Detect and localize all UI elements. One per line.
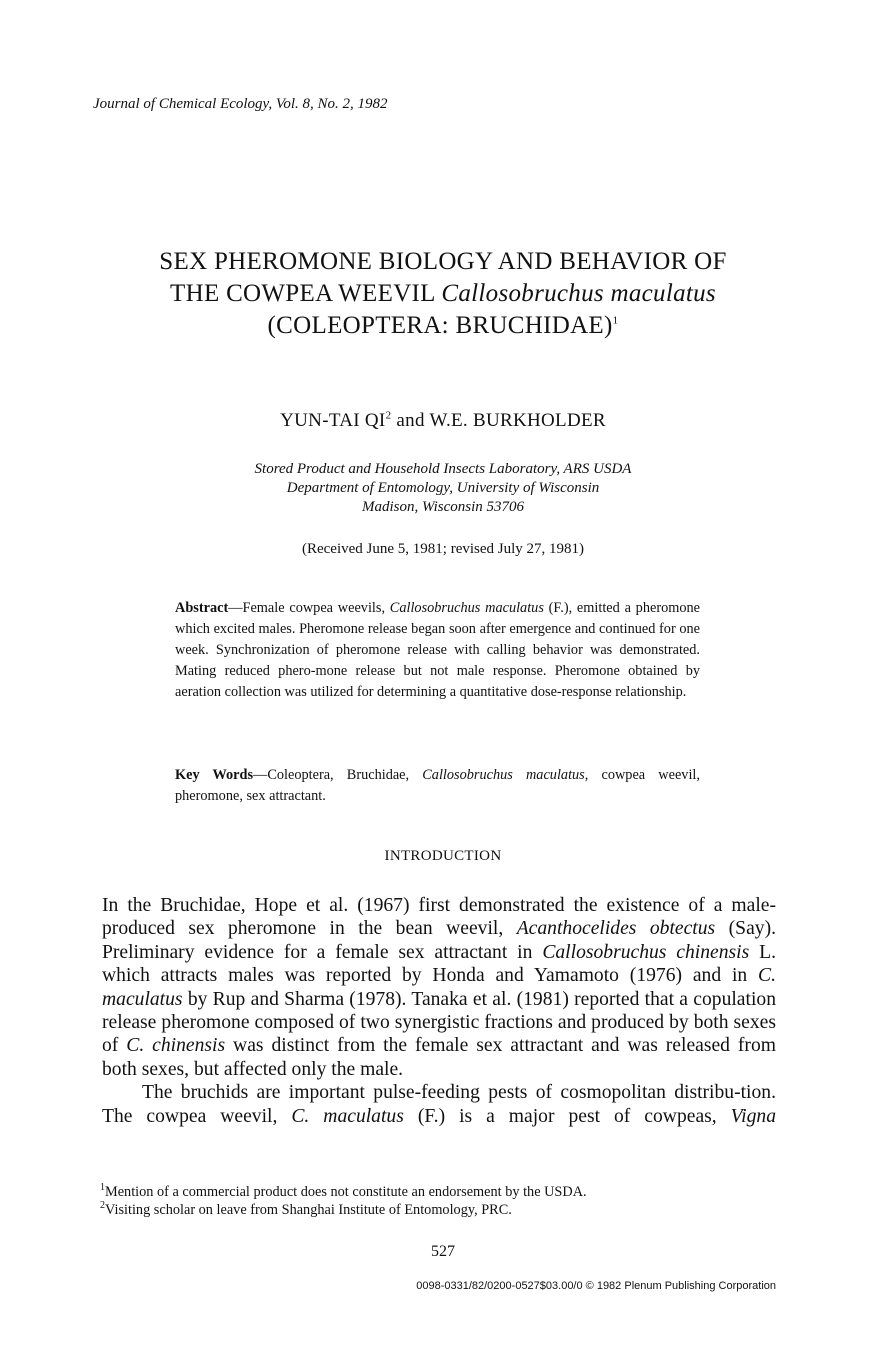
intro-p2-text: (F.) is a major pest of cowpeas,	[403, 1105, 731, 1127]
title-line-2-prefix: THE COWPEA WEEVIL	[170, 280, 442, 307]
title-line-3-text: (COLEOPTERA: BRUCHIDAE)	[267, 312, 613, 339]
abstract-dash: —	[228, 600, 243, 616]
footnote-1-text: Mention of a commercial product does not constitute an endorsement by the USDA.	[105, 1184, 587, 1200]
title-line-2	[80, 278, 806, 310]
footnote-1-mark: 1	[100, 1182, 105, 1194]
affiliation-line-2: Department of Entomology, University of Wisconsin	[286, 480, 600, 496]
keywords-species: Callosobruchus maculatus	[422, 767, 585, 783]
intro-paragraph-2	[102, 1081, 776, 1128]
footnote-1	[100, 1183, 780, 1201]
author-1-footnote-mark: 2	[385, 409, 392, 422]
footnote-2-mark: 2	[100, 1200, 105, 1212]
intro-p1-text: (Say). Preliminary evidence for a female sex attractant in	[102, 918, 776, 963]
intro-paragraph-1	[102, 894, 776, 1081]
page-number: 527	[431, 1243, 455, 1260]
author-connector: and	[391, 410, 430, 431]
author-2: W.E. BURKHOLDER	[429, 410, 606, 431]
intro-p1-species: Acanthocelides obtectus	[516, 918, 716, 940]
intro-p1-text: was distinct from the female sex attractant and was released from both sexes, but affected only the male.	[102, 1035, 776, 1080]
intro-p1-text: In the Bruchidae, Hope et al. (1967) first demonstrated the existence of a male-produced sex pheromone in the bean weevil,	[102, 895, 776, 940]
intro-p1-text: by Rup and Sharma (1978). Tanaka et al. (1981) reported that a copulation release pheromone composed of two synergistic fractions and produced by both sexes of	[102, 988, 776, 1057]
abstract-label: Abstract	[175, 600, 229, 616]
title-line-1: SEX PHEROMONE BIOLOGY AND BEHAVIOR OF	[159, 248, 727, 275]
abstract-text-a: Female cowpea weevils,	[242, 600, 390, 616]
keywords-text-b: , cowpea weevil, pheromone, sex attractant.	[175, 767, 700, 804]
introduction-body	[102, 894, 776, 1128]
abstract-text-b: (F.), emitted a pheromone which excited males. Pheromone release began soon after emergence and continued for one week. Synchronization of pheromone release with calling behavior was demonstrated. Mating reduced phero-mone release but not male response. Pheromone obtained by aeration collection was utilized for determining a quantitative dose-response relationship.	[175, 600, 700, 700]
abstract	[175, 598, 700, 703]
keywords-text-a: Coleoptera, Bruchidae,	[267, 767, 423, 783]
author-list	[80, 410, 806, 432]
title-species: Callosobruchus maculatus	[441, 280, 716, 307]
author-1: YUN-TAI QI	[280, 410, 386, 431]
intro-p1-species: C. maculatus	[102, 965, 776, 1010]
intro-p2-species: C. maculatus	[291, 1105, 404, 1127]
intro-p1-species: Callosobruchus chinensis	[542, 941, 750, 963]
section-heading-introduction: INTRODUCTION	[384, 848, 502, 864]
title-footnote-mark: 1	[612, 314, 619, 327]
affiliation-line-1: Stored Product and Household Insects Laboratory, ARS USDA	[254, 461, 632, 477]
intro-p2-species: Vigna	[730, 1105, 776, 1127]
intro-p1-text: L. which attracts males was reported by Honda and Yamamoto (1976) and in	[102, 941, 776, 987]
received-dates: (Received June 5, 1981; revised July 27, 1981)	[301, 541, 585, 557]
intro-p2-text: The bruchids are important pulse-feeding pests of cosmopolitan distribu-tion. The cowpea weevil,	[102, 1082, 776, 1127]
footnotes	[100, 1183, 780, 1219]
keywords-dash: —	[253, 767, 268, 783]
title-line-3	[80, 310, 806, 342]
journal-header: Journal of Chemical Ecology, Vol. 8, No. 2, 1982	[93, 96, 388, 112]
abstract-species: Callosobruchus maculatus	[389, 600, 544, 616]
footnote-2-text: Visiting scholar on leave from Shanghai Institute of Entomology, PRC.	[105, 1202, 512, 1218]
copyright-line: 0098-0331/82/0200-0527$03.00/0 © 1982 Plenum Publishing Corporation	[416, 1280, 776, 1292]
intro-p1-species: C. chinensis	[126, 1035, 226, 1057]
footnote-2	[100, 1201, 780, 1219]
key-words	[175, 765, 700, 807]
affiliation-line-3: Madison, Wisconsin 53706	[361, 499, 525, 515]
keywords-label: Key Words	[175, 767, 254, 783]
affiliation	[80, 460, 806, 517]
paper-title	[80, 246, 806, 342]
